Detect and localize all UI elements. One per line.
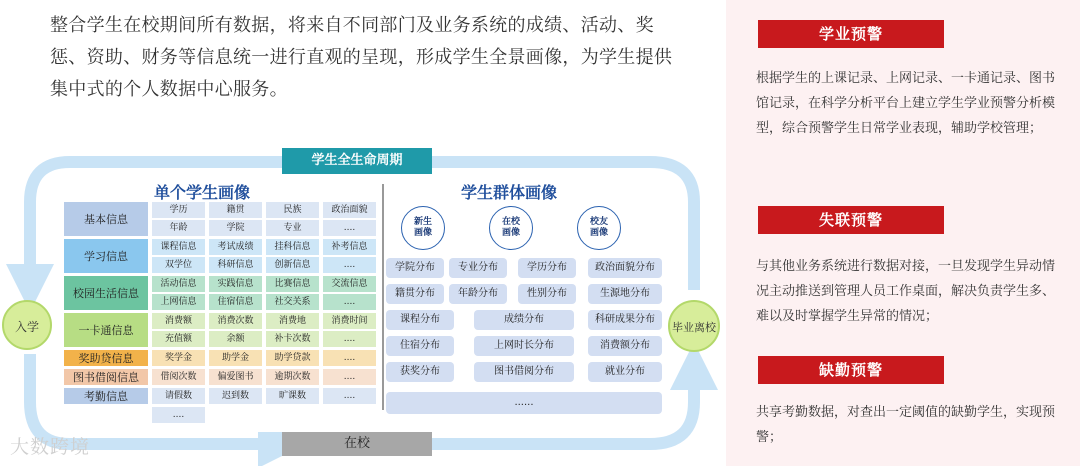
portrait-cell: 政治面貌 bbox=[323, 202, 376, 218]
portrait-row bbox=[64, 407, 376, 423]
watermark-text: 大数跨境 bbox=[10, 436, 91, 458]
distribution-pill: 图书借阅分布 bbox=[474, 362, 574, 382]
portrait-cell: 比赛信息 bbox=[266, 276, 319, 292]
portrait-row bbox=[64, 276, 376, 310]
portrait-cell: 消费额 bbox=[152, 313, 205, 329]
portrait-cell: .... bbox=[323, 331, 376, 347]
portrait-cell: .... bbox=[323, 294, 376, 310]
portrait-category: 一卡通信息 bbox=[64, 313, 148, 347]
portrait-cell: 住宿信息 bbox=[209, 294, 262, 310]
graduate-node: 毕业离校 bbox=[668, 300, 720, 352]
individual-portrait-title: 单个学生画像 bbox=[154, 183, 251, 202]
distribution-pill: 住宿分布 bbox=[386, 336, 454, 356]
portrait-cell: 社交关系 bbox=[266, 294, 319, 310]
lost-contact-alert-title: 失联预警 bbox=[758, 206, 944, 234]
portrait-row bbox=[64, 350, 376, 366]
portrait-category: 基本信息 bbox=[64, 202, 148, 236]
portrait-cell: .... bbox=[323, 257, 376, 273]
portrait-cell: 借阅次数 bbox=[152, 369, 205, 385]
portrait-cell: 消费次数 bbox=[209, 313, 262, 329]
distribution-pill: 年龄分布 bbox=[449, 284, 507, 304]
portrait-cell: 补卡次数 bbox=[266, 331, 319, 347]
section-divider bbox=[382, 184, 384, 410]
distribution-pill: 就业分布 bbox=[588, 362, 662, 382]
distribution-pill: 消费额分布 bbox=[588, 336, 662, 356]
portrait-cell: 迟到数 bbox=[209, 388, 262, 404]
distribution-pill: 课程分布 bbox=[386, 310, 454, 330]
portrait-cell: 学院 bbox=[209, 220, 262, 236]
portrait-cell: 逾期次数 bbox=[266, 369, 319, 385]
absence-alert-body: 共享考勤数据，对查出一定阈值的缺勤学生，实现预警； bbox=[756, 405, 1056, 445]
distribution-pill: 学历分布 bbox=[518, 258, 576, 278]
distribution-pill: 上网时长分布 bbox=[474, 336, 574, 356]
portrait-cells bbox=[152, 313, 376, 347]
portrait-cell: 学历 bbox=[152, 202, 205, 218]
distribution-pill: 政治面貌分布 bbox=[588, 258, 662, 278]
individual-portrait-table bbox=[64, 202, 376, 426]
lost-contact-alert-body: 与其他业务系统进行数据对接，一旦发现学生异动情况主动推送到管理人员工作桌面，解决负责学生多、难以及时掌握学生异常的情况； bbox=[756, 259, 1056, 324]
distribution-pill: 籍贯分布 bbox=[386, 284, 444, 304]
portrait-cell: .... bbox=[323, 388, 376, 404]
portrait-category bbox=[64, 407, 148, 423]
portrait-cell: .... bbox=[323, 369, 376, 385]
distribution-pill: 科研成果分布 bbox=[588, 310, 662, 330]
alerts-column bbox=[726, 0, 1080, 466]
portrait-cell: 消费时间 bbox=[323, 313, 376, 329]
portrait-row bbox=[64, 313, 376, 347]
portrait-cell: 双学位 bbox=[152, 257, 205, 273]
portrait-cell: 年龄 bbox=[152, 220, 205, 236]
lifecycle-label: 学生全生命周期 bbox=[282, 148, 432, 174]
portrait-cells bbox=[152, 388, 376, 404]
portrait-cell: 科研信息 bbox=[209, 257, 262, 273]
distribution-pill: 专业分布 bbox=[449, 258, 507, 278]
alumni-portrait-circle: 校友 画像 bbox=[577, 206, 621, 250]
portrait-cells bbox=[152, 407, 376, 423]
student-portrait-diagram bbox=[0, 140, 730, 466]
portrait-row bbox=[64, 239, 376, 273]
portrait-cell: 挂科信息 bbox=[266, 239, 319, 255]
portrait-row bbox=[64, 388, 376, 404]
academic-alert-title: 学业预警 bbox=[758, 20, 944, 48]
portrait-cell: 课程信息 bbox=[152, 239, 205, 255]
enroll-node: 入学 bbox=[2, 300, 52, 350]
portrait-row bbox=[64, 369, 376, 385]
group-portrait-title: 学生群体画像 bbox=[461, 183, 558, 202]
portrait-cell: 助学贷款 bbox=[266, 350, 319, 366]
academic-alert-body: 根据学生的上课记录、上网记录、一卡通记录、图书馆记录，在科学分析平台上建立学生学业预警分析模型，综合预警学生日常学业表现，辅助学校管理； bbox=[756, 71, 1056, 136]
distribution-pill: 生源地分布 bbox=[588, 284, 662, 304]
portrait-cell: 消费地 bbox=[266, 313, 319, 329]
portrait-cell: 偏爱图书 bbox=[209, 369, 262, 385]
portrait-category: 校园生活信息 bbox=[64, 276, 148, 310]
portrait-cell: .... bbox=[152, 407, 205, 423]
portrait-cell: 考试成绩 bbox=[209, 239, 262, 255]
portrait-cell: 活动信息 bbox=[152, 276, 205, 292]
portrait-cell: 补考信息 bbox=[323, 239, 376, 255]
freshman-portrait-circle: 新生 画像 bbox=[401, 206, 445, 250]
portrait-panel bbox=[56, 176, 666, 432]
portrait-cells bbox=[152, 276, 376, 310]
portrait-row bbox=[64, 202, 376, 236]
portrait-cell: 上网信息 bbox=[152, 294, 205, 310]
group-portrait-circles bbox=[401, 206, 651, 248]
distribution-pill: 学院分布 bbox=[386, 258, 444, 278]
portrait-category: 考勤信息 bbox=[64, 388, 148, 404]
portrait-cell: 交流信息 bbox=[323, 276, 376, 292]
portrait-cell: 充值额 bbox=[152, 331, 205, 347]
distribution-pill: 获奖分布 bbox=[386, 362, 454, 382]
portrait-cell: 请假数 bbox=[152, 388, 205, 404]
portrait-cell: .... bbox=[323, 220, 376, 236]
portrait-cell: 专业 bbox=[266, 220, 319, 236]
distribution-pill: ...... bbox=[386, 392, 662, 414]
portrait-cell: 创新信息 bbox=[266, 257, 319, 273]
portrait-cell: 奖学金 bbox=[152, 350, 205, 366]
distribution-pill: 成绩分布 bbox=[474, 310, 574, 330]
portrait-category: 学习信息 bbox=[64, 239, 148, 273]
enrolled-portrait-circle: 在校 画像 bbox=[489, 206, 533, 250]
portrait-cell: .... bbox=[323, 350, 376, 366]
portrait-cell: 余额 bbox=[209, 331, 262, 347]
portrait-cell: 助学金 bbox=[209, 350, 262, 366]
absence-alert-title: 缺勤预警 bbox=[758, 356, 944, 384]
portrait-cell: 旷课数 bbox=[266, 388, 319, 404]
distribution-pill: 性别分布 bbox=[518, 284, 576, 304]
portrait-cell: 实践信息 bbox=[209, 276, 262, 292]
portrait-category: 图书借阅信息 bbox=[64, 369, 148, 385]
portrait-category: 奖助贷信息 bbox=[64, 350, 148, 366]
in-school-label: 在校 bbox=[282, 432, 432, 456]
portrait-cells bbox=[152, 369, 376, 385]
portrait-cell: 民族 bbox=[266, 202, 319, 218]
portrait-cells bbox=[152, 239, 376, 273]
portrait-cells bbox=[152, 350, 376, 366]
portrait-cell: 籍贯 bbox=[209, 202, 262, 218]
intro-paragraph: 整合学生在校期间所有数据，将来自不同部门及业务系统的成绩、活动、奖惩、资助、财务等信息统一进行直观的呈现，形成学生全景画像，为学生提供集中式的个人数据中心服务。 bbox=[50, 15, 673, 100]
portrait-cells bbox=[152, 202, 376, 236]
